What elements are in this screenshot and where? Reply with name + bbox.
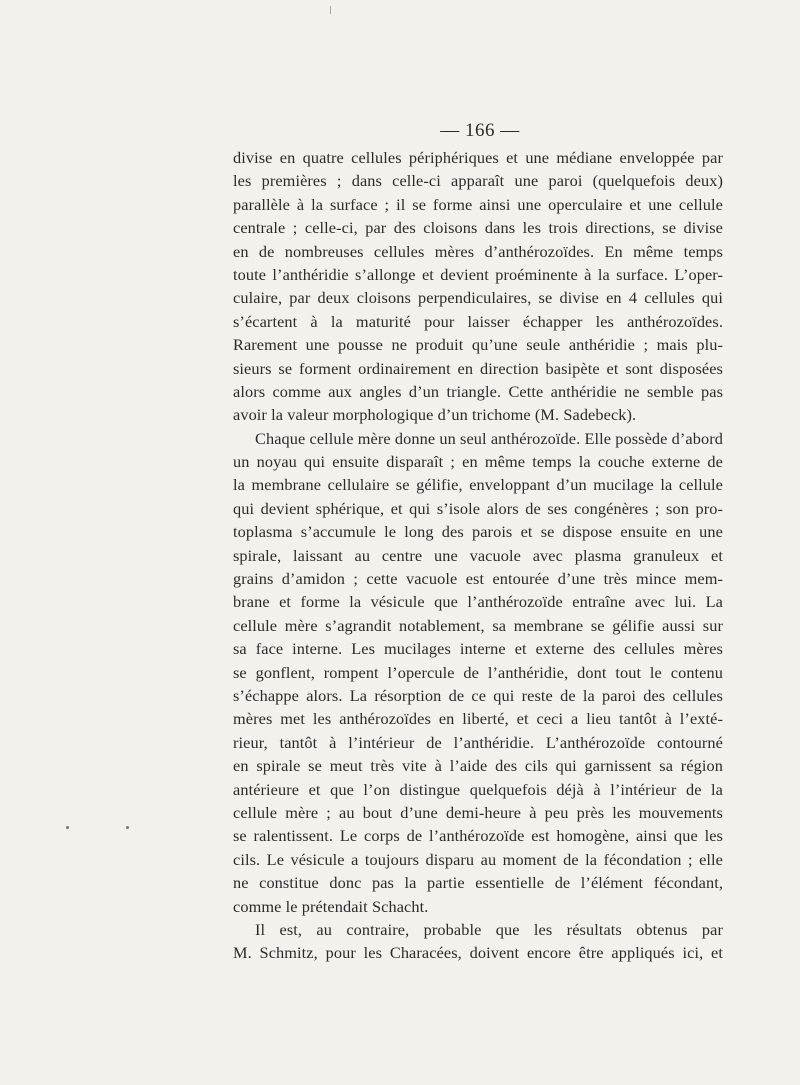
text-line: en de nombreuses cellules mères d’anthérozoïdes. En même temps <box>233 241 723 261</box>
text-line: divise en quatre cellules périphériques et une médiane enveloppée par <box>233 148 723 167</box>
text-line: grains d’amidon ; cette vacuole est entourée d’une très mince mem- <box>233 569 723 589</box>
text-line: un noyau qui ensuite disparaît ; en même temps la couche externe de <box>233 452 723 472</box>
text-line: sieurs se forment ordinairement en direction basipète et sont disposées <box>233 358 723 378</box>
paper-speck <box>330 6 331 14</box>
paper-speck <box>66 826 69 829</box>
text-line: ne constitue donc pas la partie essentielle de l’élément fécondant, <box>233 873 723 893</box>
text-line: culaire, par deux cloisons perpendiculaires, se divise en 4 cellules qui <box>233 288 723 308</box>
text-line: qui devient sphérique, et qui s’isole alors de ses congénères ; son pro- <box>233 498 723 518</box>
text-line: cellule mère s’agrandit notablement, sa membrane se gélifie aussi sur <box>233 615 723 635</box>
text-line: spirale, laissant au centre une vacuole avec plasma granuleux et <box>233 545 723 565</box>
text-line: s’écartent à la maturité pour laisser échapper les anthérozoïdes. <box>233 311 723 331</box>
text-line: s’échappe alors. La résorption de ce qui reste de la paroi des cellules <box>233 685 723 705</box>
text-line: Il est, au contraire, probable que les résultats obtenus par <box>255 919 723 939</box>
text-line: antérieure et que l’on distingue quelquefois déjà à l’intérieur de la <box>233 779 723 799</box>
text-line: sa face interne. Les mucilages interne et externe des cellules mères <box>233 639 723 659</box>
text-line: rieur, tantôt à l’intérieur de l’anthéridie. L’anthérozoïde contourné <box>233 732 723 752</box>
text-line: comme le prétendait Schacht. <box>233 896 429 916</box>
text-line: brane et forme la vésicule que l’anthérozoïde entraîne avec lui. La <box>233 592 723 612</box>
text-line: en spirale se meut très vite à l’aide des cils qui garnissent sa région <box>233 756 723 776</box>
text-line: toute l’anthéridie s’allonge et devient proéminente à la surface. L’oper- <box>233 264 723 284</box>
text-line: toplasma s’accumule le long des parois et se dispose ensuite en une <box>233 522 723 542</box>
text-line: alors comme aux angles d’un triangle. Cette anthéridie ne semble pas <box>233 381 723 401</box>
text-line: la membrane cellulaire se gélifie, enveloppant d’un mucilage la cellule <box>233 475 723 495</box>
text-line: se ralentissent. Le corps de l’anthérozoïde est homogène, ainsi que les <box>233 826 723 846</box>
text-line: centrale ; celle-ci, par des cloisons dans les trois directions, se divise <box>233 218 723 238</box>
page-number: — 166 — <box>440 120 520 141</box>
paper-speck <box>126 826 129 829</box>
text-line: parallèle à la surface ; il se forme ainsi une operculaire et une cellule <box>233 194 723 214</box>
text-line: Rarement une pousse ne produit qu’une seule anthéridie ; mais plu- <box>233 335 723 355</box>
text-line: les premières ; dans celle-ci apparaît une paroi (quelquefois deux) <box>233 171 723 191</box>
body-text <box>233 146 723 965</box>
text-line: cils. Le vésicule a toujours disparu au moment de la fécondation ; elle <box>233 849 723 869</box>
text-line: se gonflent, rompent l’opercule de l’anthéridie, dont tout le contenu <box>233 662 723 682</box>
text-line: cellule mère ; au bout d’une demi-heure à peu près les mouvements <box>233 802 723 822</box>
text-line: mères met les anthérozoïdes en liberté, et ceci a lieu tantôt à l’exté- <box>233 709 723 729</box>
text-line: avoir la valeur morphologique d’un trichome (M. Sadebeck). <box>233 405 637 425</box>
text-line: M. Schmitz, pour les Characées, doivent encore être appliqués ici, et <box>233 943 723 963</box>
text-line: Chaque cellule mère donne un seul anthérozoïde. Elle possède d’abord <box>255 428 723 448</box>
